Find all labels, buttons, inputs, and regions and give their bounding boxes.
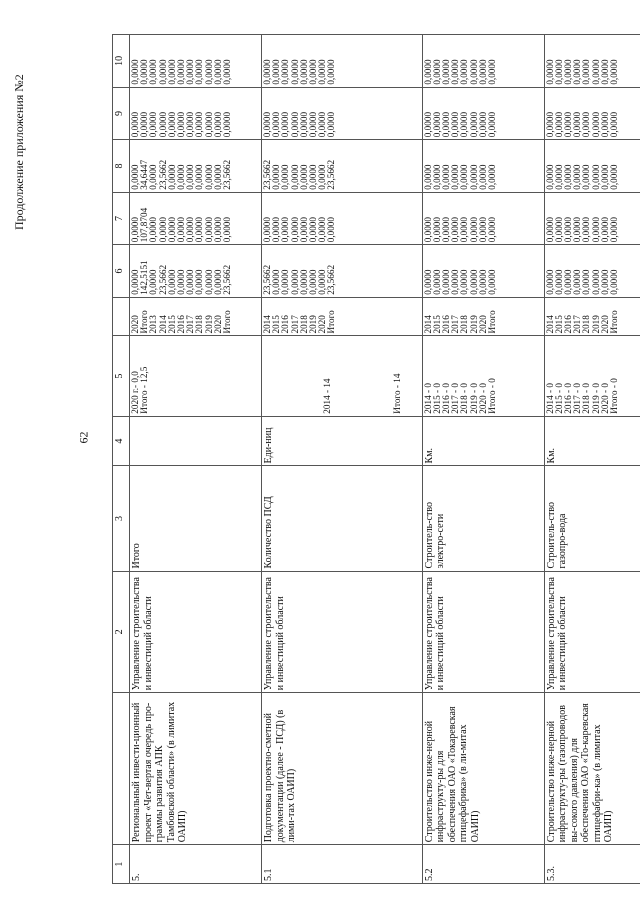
row-years: 2014 2015 2016 2017 2018 2019 2020 Итого <box>544 297 640 336</box>
row-unit <box>130 416 262 466</box>
row-executor: Управление строительства и инвестиций области <box>422 571 544 693</box>
header-1: 1 <box>113 845 130 884</box>
row-executor: Управление строительства и инвестиций области <box>130 571 262 693</box>
header-7: 7 <box>113 192 130 245</box>
table-row <box>262 35 423 884</box>
row-c6: 0,0000 0,0000 0,0000 0,0000 0,0000 0,0000 0,0000 0,0000 <box>544 245 640 298</box>
row-years: 2014 2015 2016 2017 2018 2019 2020 Итого <box>262 297 423 336</box>
row-c8: 23,5662 0,0000 0,0000 0,0000 0,0000 0,0000 0,0000 23,5662 <box>262 140 423 193</box>
row-executor: Управление строительства и инвестиций области <box>544 571 640 693</box>
continuation-label: Продолжение приложения №2 <box>12 74 26 230</box>
row-unit: Км. <box>544 416 640 466</box>
header-1b <box>113 693 130 845</box>
row-number: 5.3. <box>544 845 640 884</box>
row-c7: 0,0000 0,0000 0,0000 0,0000 0,0000 0,0000 0,0000 0,0000 <box>422 192 544 245</box>
header-5b <box>113 297 130 336</box>
col5-start: 2014 - 14 <box>322 378 333 414</box>
row-number: 5. <box>130 845 262 884</box>
col5-total: Итого - 14 <box>392 373 403 414</box>
header-6: 6 <box>113 245 130 298</box>
row-number: 5.2 <box>422 845 544 884</box>
row-unit: Еди-ниц <box>262 416 423 466</box>
row-number: 5.1 <box>262 845 423 884</box>
header-9: 9 <box>113 87 130 140</box>
rotated-table <box>112 34 620 884</box>
row-c7: 0,0000 107,8704 0,0000 0,0000 0,0000 0,0000 0,0000 0,0000 0,0000 0,0000 0,0000 <box>130 192 262 245</box>
row-name: Строительство инже-нерной инфраструкту-ры (газопроводов вы-сокого давления) для обеспечения ОАО «То-каревская птицефабри-ка» (в лимитах ОАИП) <box>544 693 640 845</box>
page-number: 62 <box>76 431 91 444</box>
row-unit: Км. <box>422 416 544 466</box>
row-c6: 0,0000 0,0000 0,0000 0,0000 0,0000 0,0000 0,0000 0,0000 <box>422 245 544 298</box>
row-indicator: Строитель-ство электро-сети <box>422 466 544 571</box>
header-row <box>113 35 130 884</box>
header-2: 2 <box>113 571 130 693</box>
row-c10: 0,0000 0,0000 0,0000 0,0000 0,0000 0,0000 0,0000 0,0000 0,0000 0,0000 0,0000 <box>130 35 262 88</box>
row-c9: 0,0000 0,0000 0,0000 0,0000 0,0000 0,0000 0,0000 0,0000 0,0000 0,0000 0,0000 <box>130 87 262 140</box>
row-c8: 0,0000 0,0000 0,0000 0,0000 0,0000 0,0000 0,0000 0,0000 <box>422 140 544 193</box>
header-5: 5 <box>113 336 130 416</box>
row-name: Региональный инвести-ционный проект «Чет-вертая очередь про-граммы развития АПК Тамбовской области» (в лимитах ОАИП) <box>130 693 262 845</box>
row-col5: 2014 - 0 2015 - 0 2016 - 0 2017 - 0 2018 - 0 2019 - 0 2020 - 0 Итого - 0 <box>422 336 544 416</box>
row-indicator: Итого <box>130 466 262 571</box>
table-row <box>422 35 544 884</box>
row-years: 2014 2015 2016 2017 2018 2019 2020 Итого <box>422 297 544 336</box>
row-c9: 0,0000 0,0000 0,0000 0,0000 0,0000 0,0000 0,0000 0,0000 <box>422 87 544 140</box>
row-c9: 0,0000 0,0000 0,0000 0,0000 0,0000 0,0000 0,0000 0,0000 <box>262 87 423 140</box>
header-3: 3 <box>113 466 130 571</box>
header-8: 8 <box>113 140 130 193</box>
row-indicator: Количество ПСД <box>262 466 423 571</box>
row-c7: 0,0000 0,0000 0,0000 0,0000 0,0000 0,0000 0,0000 0,0000 <box>262 192 423 245</box>
row-c6: 0,0000 142,5151 0,0000 23,5662 0,0000 0,0000 0,0000 0,0000 0,0000 0,0000 23,5662 <box>130 245 262 298</box>
row-years: 2020 Итого 2013 2014 2015 2016 2017 2018 2019 2020 Итого <box>130 297 262 336</box>
row-col5: 2020 г.- 0,0 Итого - 12,5 <box>130 336 262 416</box>
table-row <box>130 35 262 884</box>
row-name: Строительство инже-нерной инфраструкту-ры для обеспечения ОАО «Токаревская птицефабрика» (в ли-митах ОАИП) <box>422 693 544 845</box>
row-col5: 2014 - 0 2015 - 0 2016 - 0 2017 - 0 2018 - 0 2019 - 0 2020 - 0 Итого - 0 <box>544 336 640 416</box>
row-indicator: Строитель-ство газопро-вода <box>544 466 640 571</box>
row-c7: 0,0000 0,0000 0,0000 0,0000 0,0000 0,0000 0,0000 0,0000 <box>544 192 640 245</box>
row-c10: 0,0000 0,0000 0,0000 0,0000 0,0000 0,0000 0,0000 0,0000 <box>544 35 640 88</box>
table-row <box>544 35 640 884</box>
row-c10: 0,0000 0,0000 0,0000 0,0000 0,0000 0,0000 0,0000 0,0000 <box>422 35 544 88</box>
row-c6: 23,5662 0,0000 0,0000 0,0000 0,0000 0,0000 0,0000 23,5662 <box>262 245 423 298</box>
row-c8: 0,0000 34,6447 0,0000 23,5662 0,0000 0,0000 0,0000 0,0000 0,0000 0,0000 23,5662 <box>130 140 262 193</box>
row-c10: 0,0000 0,0000 0,0000 0,0000 0,0000 0,0000 0,0000 0,0000 <box>262 35 423 88</box>
header-10: 10 <box>113 35 130 88</box>
row-name: Подготовка проектно-сметной документации (далее - ПСД) (в лими-тах ОАИП) <box>262 693 423 845</box>
row-col5 <box>262 336 423 416</box>
header-4: 4 <box>113 416 130 466</box>
row-c8: 0,0000 0,0000 0,0000 0,0000 0,0000 0,0000 0,0000 0,0000 <box>544 140 640 193</box>
row-executor: Управление строительства и инвестиций области <box>262 571 423 693</box>
row-c9: 0,0000 0,0000 0,0000 0,0000 0,0000 0,0000 0,0000 0,0000 <box>544 87 640 140</box>
program-table <box>112 34 640 884</box>
